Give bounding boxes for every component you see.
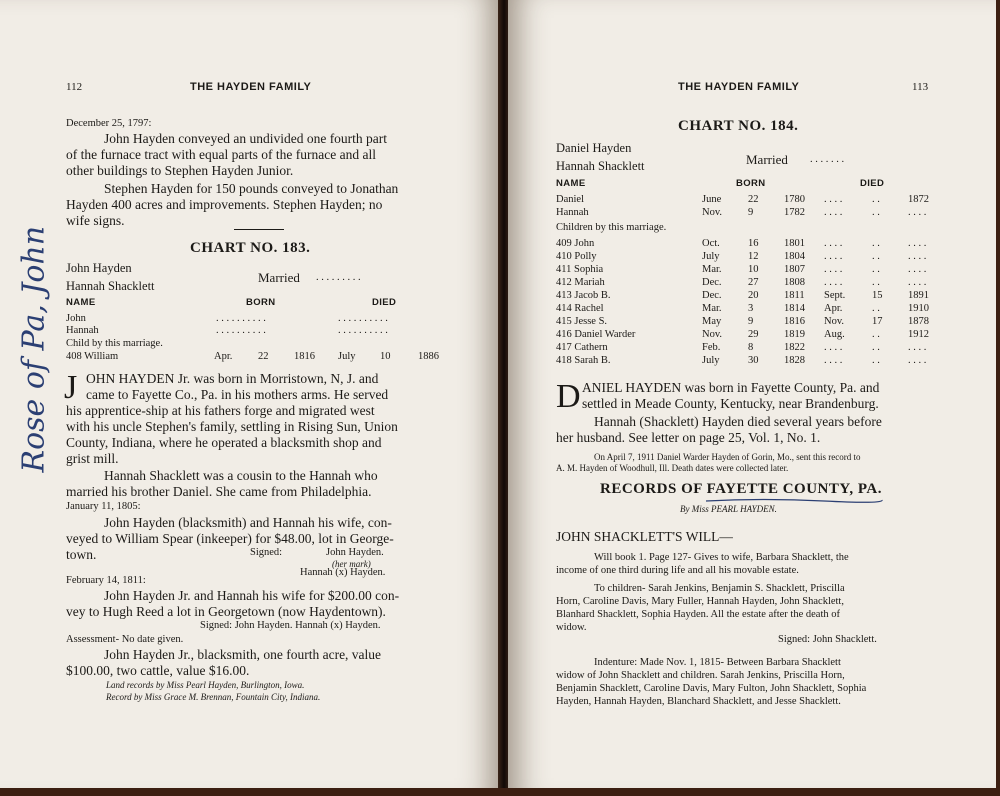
her-mark: (her mark)	[332, 559, 371, 569]
died-day: . .	[872, 303, 880, 314]
page-edge	[996, 0, 1000, 796]
text-line: Horn, Caroline Davis, Mary Fuller, Hannah Hayden, John Shacklett,	[556, 596, 844, 607]
row-name: 413 Jacob B.	[556, 290, 611, 301]
text-line: came to Fayette Co., Pa. in his mothers arms. He served	[86, 387, 389, 402]
born-day: 27	[748, 277, 759, 288]
died-month: July	[338, 351, 356, 362]
died-year: . . . .	[908, 355, 927, 366]
born-day: 30	[748, 355, 759, 366]
died-year: 1912	[908, 329, 929, 340]
page-number: 112	[66, 81, 83, 93]
died-day: . .	[872, 277, 880, 288]
born-year: 1804	[784, 251, 805, 262]
born-year: 1807	[784, 264, 805, 275]
died-month: . . . .	[824, 207, 843, 218]
died-year: 1910	[908, 303, 929, 314]
born-year: 1816	[294, 351, 315, 362]
text-line: other buildings to Stephen Hayden Junior.	[66, 163, 294, 178]
died-day: . .	[872, 194, 880, 205]
running-header: THE HAYDEN FAMILY	[678, 81, 800, 93]
row-name: Daniel	[556, 194, 584, 205]
born-day: 9	[748, 316, 754, 327]
died-month: . . . .	[824, 251, 843, 262]
page-number: 113	[912, 81, 929, 93]
credit-line: Record by Miss Grace M. Brennan, Fountain City, Indiana.	[106, 692, 321, 702]
table-row-name: 408 William	[66, 351, 119, 362]
divider	[234, 229, 284, 230]
died-month: . . . .	[824, 355, 843, 366]
text-line: his apprentice-ship at his fathers forge and migrated west	[66, 403, 375, 418]
died-day: . .	[872, 355, 880, 366]
born-day: 16	[748, 238, 759, 249]
text-line: veyed to William Spear (inkeeper) for $48.00, lot in George-	[66, 531, 394, 546]
column-header-died: DIED	[372, 297, 397, 308]
died-month: . . . .	[824, 194, 843, 205]
date-heading: January 11, 1805:	[66, 501, 141, 512]
text-line: County, Indiana, where he operated a blacksmith shop and	[66, 435, 382, 450]
assessment-heading: Assessment- No date given.	[66, 634, 184, 645]
handwritten-margin-note: Rose of Pa, John	[16, 225, 52, 473]
born-month: Mar.	[702, 264, 722, 275]
row-name: Hannah	[556, 207, 589, 218]
page-edge	[0, 788, 1000, 796]
text-line: widow of John Shacklett and children. Sarah Jenkins, Priscilla Horn,	[556, 670, 845, 681]
spouse-name: Hannah Shacklett	[556, 159, 645, 173]
born-month: Mar.	[702, 303, 722, 314]
spouse-name: Daniel Hayden	[556, 141, 632, 155]
died-year: 1886	[418, 351, 439, 362]
chart-title: CHART NO. 184.	[678, 118, 799, 134]
column-header-born: BORN	[246, 297, 276, 308]
born-month: Nov.	[702, 207, 723, 218]
married-label: Married	[258, 270, 300, 285]
text-line: her husband. See letter on page 25, Vol. 1, No. 1.	[556, 430, 821, 445]
died-month: . . . .	[824, 238, 843, 249]
row-name: 415 Jesse S.	[556, 316, 608, 327]
note-line: A. M. Hayden of Woodhull, Ill. Death dates were collected later.	[556, 463, 789, 473]
born-month: June	[702, 194, 722, 205]
married-dots: . . . . . . . . .	[316, 272, 361, 283]
born-year: 1808	[784, 277, 805, 288]
text-line: ANIEL HAYDEN was born in Fayette County, Pa. and	[582, 380, 880, 395]
text-line: Benjamin Shacklett, Caroline Davis, Mary Fulton, John Shacklett, Sophia	[556, 683, 867, 694]
column-header-name: NAME	[66, 297, 96, 308]
died-day: . .	[872, 329, 880, 340]
table-row-name: John	[66, 313, 86, 324]
born-year: 1780	[784, 194, 805, 205]
signed-label: Signed:	[250, 547, 283, 558]
born-month: Dec.	[702, 290, 722, 301]
died-month: Sept.	[824, 290, 846, 301]
table-row-died: . . . . . . . . . .	[338, 325, 388, 336]
row-name: 418 Sarah B.	[556, 355, 611, 366]
text-line: settled in Meade County, Kentucky, near Brandenburg.	[582, 396, 879, 411]
died-day: 10	[380, 351, 391, 362]
died-year: 1891	[908, 290, 929, 301]
born-day: 3	[748, 303, 754, 314]
children-label: Children by this marriage.	[556, 222, 667, 233]
married-dots: . . . . . . .	[810, 154, 845, 165]
born-year: 1828	[784, 355, 805, 366]
table-row-born: . . . . . . . . . .	[216, 313, 266, 324]
died-day: 15	[872, 290, 883, 301]
born-day: 20	[748, 290, 759, 301]
text-line: widow.	[556, 622, 587, 633]
text-line: with his uncle Stephen's family, settling in Rising Sun, Union	[66, 419, 398, 434]
spouse-name: John Hayden	[66, 261, 132, 275]
born-month: Nov.	[702, 329, 723, 340]
married-label: Married	[746, 152, 788, 167]
text-line: OHN HAYDEN Jr. was born in Morristown, N, J. and	[86, 371, 379, 386]
signature-name: Hannah (x) Hayden.	[300, 567, 386, 578]
row-name: 416 Daniel Warder	[556, 329, 636, 340]
byline: By Miss PEARL HAYDEN.	[680, 504, 777, 514]
died-day: 17	[872, 316, 883, 327]
row-name: 417 Cathern	[556, 342, 608, 353]
signed-line: Signed: John Shacklett.	[778, 634, 877, 645]
died-month: . . . .	[824, 264, 843, 275]
born-day: 22	[258, 351, 269, 362]
row-name: 411 Sophia	[556, 264, 604, 275]
born-year: 1782	[784, 207, 805, 218]
drop-cap: J	[64, 369, 78, 406]
died-year: . . . .	[908, 277, 927, 288]
table-row-name: Hannah	[66, 325, 99, 336]
died-month: . . . .	[824, 277, 843, 288]
column-header-died: DIED	[860, 178, 885, 189]
right-page	[508, 0, 1000, 796]
text-line: Indenture: Made Nov. 1, 1815- Between Barbara Shacklett	[594, 657, 841, 668]
row-name: 414 Rachel	[556, 303, 604, 314]
text-line: Stephen Hayden for 150 pounds conveyed to Jonathan	[104, 181, 399, 196]
born-month: July	[702, 251, 720, 262]
column-header-name: NAME	[556, 178, 586, 189]
text-line: wife signs.	[66, 213, 125, 228]
born-year: 1816	[784, 316, 805, 327]
born-month: Feb.	[702, 342, 721, 353]
text-line: grist mill.	[66, 451, 119, 466]
died-month: Aug.	[824, 329, 845, 340]
text-line: John Hayden Jr., blacksmith, one fourth acre, value	[104, 647, 382, 662]
died-month: Apr.	[824, 303, 843, 314]
row-name: 410 Polly	[556, 251, 597, 262]
section-title: RECORDS OF FAYETTE COUNTY, PA.	[600, 481, 882, 497]
text-line: Hannah (Shacklett) Hayden died several years before	[594, 414, 882, 429]
text-line: town.	[66, 547, 97, 562]
died-year: . . . .	[908, 264, 927, 275]
child-label: Child by this marriage.	[66, 338, 163, 349]
column-header-born: BORN	[736, 178, 766, 189]
born-month: Dec.	[702, 277, 722, 288]
died-year: . . . .	[908, 238, 927, 249]
born-day: 9	[748, 207, 754, 218]
spouse-name: Hannah Shacklett	[66, 279, 155, 293]
text-line: of the furnace tract with equal parts of the furnace and all	[66, 147, 376, 162]
credit-line: Land records by Miss Pearl Hayden, Burlington, Iowa.	[106, 680, 305, 690]
text-line: income of one third during life and all his movable estate.	[556, 565, 799, 576]
born-month: Apr.	[214, 351, 233, 362]
note-line: On April 7, 1911 Daniel Warder Hayden of Gorin, Mo., sent this record to	[594, 452, 861, 462]
text-line: Hayden 400 acres and improvements. Stephen Hayden; no	[66, 197, 383, 212]
born-day: 8	[748, 342, 754, 353]
chart-title: CHART NO. 183.	[190, 240, 311, 256]
born-year: 1822	[784, 342, 805, 353]
running-header: THE HAYDEN FAMILY	[190, 81, 312, 93]
row-name: 409 John	[556, 238, 595, 249]
born-day: 29	[748, 329, 759, 340]
died-day: . .	[872, 342, 880, 353]
born-year: 1814	[784, 303, 805, 314]
date-heading: February 14, 1811:	[66, 575, 146, 586]
born-month: July	[702, 355, 720, 366]
died-month: . . . .	[824, 342, 843, 353]
died-year: 1872	[908, 194, 929, 205]
died-day: . .	[872, 264, 880, 275]
died-year: . . . .	[908, 342, 927, 353]
signed-line: Signed: John Hayden. Hannah (x) Hayden.	[200, 620, 381, 631]
born-month: May	[702, 316, 722, 327]
born-day: 12	[748, 251, 759, 262]
text-line: $100.00, two cattle, value $16.00.	[66, 663, 250, 678]
row-name: 412 Mariah	[556, 277, 605, 288]
signature-name: John Hayden.	[326, 547, 384, 558]
text-line: Hannah Shacklett was a cousin to the Hannah who	[104, 468, 378, 483]
text-line: John Hayden (blacksmith) and Hannah his wife, con-	[104, 515, 392, 530]
text-line: Will book 1. Page 127- Gives to wife, Barbara Shacklett, the	[594, 552, 849, 563]
text-line: John Hayden Jr. and Hannah his wife for $200.00 con-	[104, 588, 400, 603]
died-month: Nov.	[824, 316, 845, 327]
born-year: 1801	[784, 238, 805, 249]
table-row-born: . . . . . . . . . .	[216, 325, 266, 336]
drop-cap: D	[556, 378, 581, 415]
born-day: 10	[748, 264, 759, 275]
died-year: . . . .	[908, 251, 927, 262]
text-line: married his brother Daniel. She came from Philadelphia.	[66, 484, 372, 499]
died-day: . .	[872, 251, 880, 262]
died-day: . .	[872, 238, 880, 249]
table-row-died: . . . . . . . . . .	[338, 313, 388, 324]
born-month: Oct.	[702, 238, 720, 249]
text-line: To children- Sarah Jenkins, Benjamin S. Shacklett, Priscilla	[594, 583, 845, 594]
died-year: 1878	[908, 316, 929, 327]
born-year: 1819	[784, 329, 805, 340]
text-line: Hayden, Hannah Hayden, Blanchard Shacklett, and Jesse Shacklett.	[556, 696, 841, 707]
text-line: Blanhard Shacklett, Sophia Hayden. All the estate after the death of	[556, 609, 840, 620]
born-day: 22	[748, 194, 759, 205]
text-line: vey to Hugh Reed a lot in Georgetown (now Haydentown).	[66, 604, 386, 619]
died-year: . . . .	[908, 207, 927, 218]
text-line: John Hayden conveyed an undivided one fourth part	[104, 131, 388, 146]
born-year: 1811	[784, 290, 805, 301]
died-day: . .	[872, 207, 880, 218]
will-title: JOHN SHACKLETT'S WILL—	[556, 529, 733, 544]
date-heading: December 25, 1797:	[66, 118, 152, 129]
